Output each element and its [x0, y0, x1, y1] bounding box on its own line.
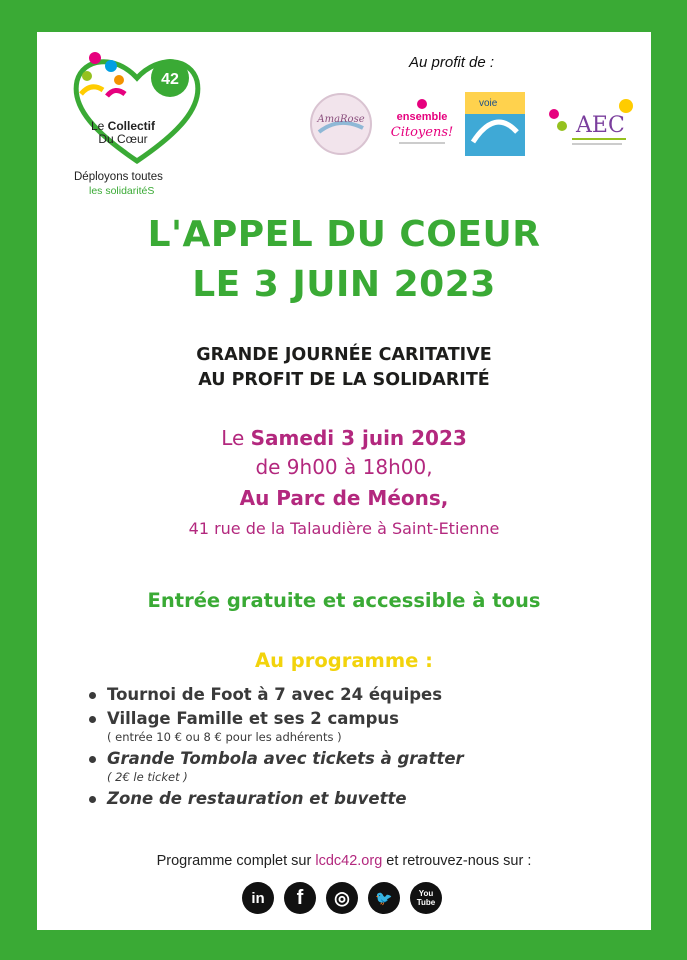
subtitle: [37, 343, 651, 393]
title-line-2: LE 3 JUIN 2023: [192, 264, 496, 305]
program-item-tombola-note: ( 2€ le ticket ): [107, 770, 188, 784]
heart-logo-icon: [67, 46, 207, 171]
facebook-icon[interactable]: f: [284, 882, 316, 914]
logo-tagline-1: Déployons toutes: [74, 171, 163, 183]
partner-logo-voie: [465, 92, 525, 156]
event-hours: de 9h00 à 18h00,: [255, 455, 433, 479]
footer-text: Programme complet sur lcdc42.org et retrouvez-nous sur :: [156, 853, 532, 869]
collectif-du-coeur-logo: [67, 46, 207, 206]
subtitle-line-2: AU PROFIT DE LA SOLIDARITÉ: [198, 370, 490, 390]
bullet-icon: [89, 716, 96, 723]
linkedin-icon[interactable]: in: [242, 882, 274, 914]
svg-text:ensemble: ensemble: [396, 111, 448, 123]
social-links: [242, 882, 442, 914]
logo-tagline-2: les solidaritéS: [89, 185, 155, 197]
title-line-1: L'APPEL DU COEUR: [147, 214, 541, 255]
website-link[interactable]: lcdc42.org: [315, 853, 383, 869]
partner-logo-aec: [542, 92, 634, 156]
bullet-icon: [89, 796, 96, 803]
program-item-football: Tournoi de Foot à 7 avec 24 équipes: [89, 683, 629, 707]
svg-text:AEC: AEC: [576, 113, 625, 138]
instagram-icon[interactable]: ◎: [326, 882, 358, 914]
program-heading: Au programme :: [255, 649, 433, 672]
event-date: Le Samedi 3 juin 2023: [221, 426, 467, 450]
beneficiaries-label: Au profit de :: [409, 54, 495, 71]
program-item-village: Village Famille et ses 2 campus: [89, 707, 629, 731]
subtitle-line-1: GRANDE JOURNÉE CARITATIVE: [196, 345, 492, 365]
program-item-tombola: Grande Tombola avec tickets à gratter: [89, 747, 629, 771]
logo-name: Le Collectif Du Cœur: [90, 119, 156, 146]
bullet-icon: [89, 756, 96, 763]
badge-number: 42: [161, 71, 179, 88]
program-item-village-note: ( entrée 10 € ou 8 € pour les adhérents ): [107, 730, 342, 744]
event-venue: Au Parc de Méons,: [239, 486, 449, 510]
svg-text:Citoyens!: Citoyens!: [390, 125, 454, 140]
program-list: [89, 683, 629, 811]
entry-info: Entrée gratuite et accessible à tous: [147, 589, 541, 612]
bullet-icon: [89, 692, 96, 699]
twitter-icon[interactable]: 🐦: [368, 882, 400, 914]
partner-logo-amarose: [305, 92, 377, 156]
partner-logo-ensemble-citoyens: [389, 92, 455, 156]
flyer: [37, 32, 651, 930]
youtube-icon[interactable]: You Tube: [410, 882, 442, 914]
svg-text:voie: voie: [479, 98, 498, 109]
event-address: 41 rue de la Talaudière à Saint-Etienne: [188, 519, 500, 538]
svg-text:AmaRose: AmaRose: [317, 114, 365, 125]
program-item-catering: Zone de restauration et buvette: [89, 787, 629, 811]
